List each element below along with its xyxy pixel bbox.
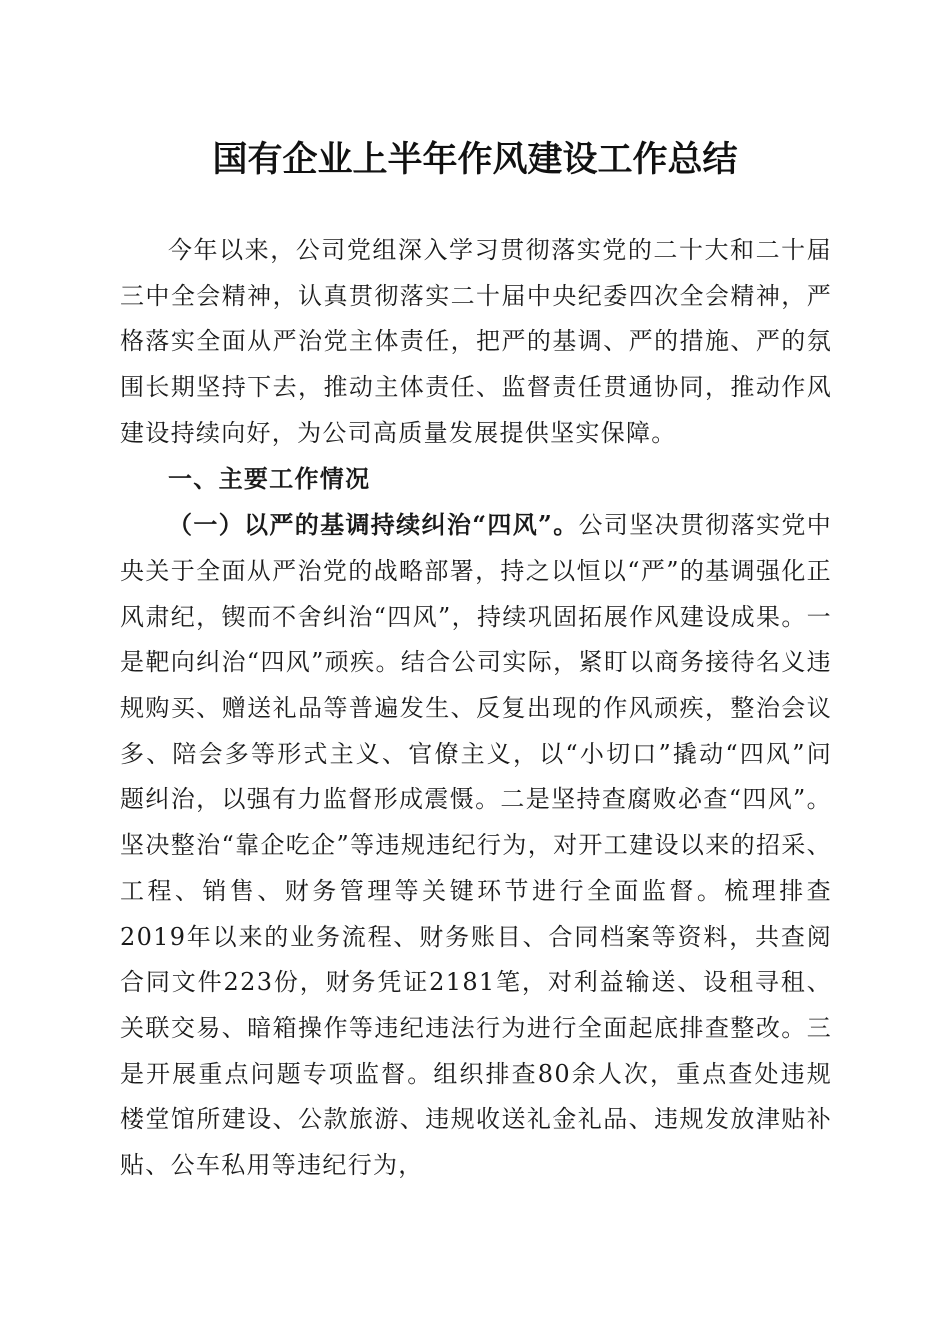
subsection-text: 公司坚决贯彻落实党中央关于全面从严治党的战略部署，持之以恒以“严”的基调强化正风肃纪，锲而不舍纠治“四风”，持续巩固拓展作风建设成果。一是靶向纠治“四风”顽疾。结合公司实际，紧盯以商务接待名义违规购买、赠送礼品等普遍发生、反复出现的作风顽疾，整治会议多、陪会多等形式主义、官僚主义，以“小切口”撬动“四风”问题纠治，以强有力监督形成震慑。二是坚持查腐败必查“四风”。坚决整治“靠企吃企”等违规违纪行为，对开工建设以来的招采、工程、销售、财务管理等关键环节进行全面监督。梳理排查2019年以来的业务流程、财务账目、合同档案等资料，共查阅合同文件223份，财务凭证2181笔，对利益输送、设租寻租、关联交易、暗箱操作等违纪违法行为进行全面起底排查整改。三是开展重点问题专项监督。组织排查80余人次，重点查处违规楼堂馆所建设、公款旅游、违规收送礼金礼品、违规发放津贴补贴、公车私用等违纪行为，	[120, 511, 832, 1180]
document-title: 国有企业上半年作风建设工作总结	[212, 139, 738, 180]
document-body	[120, 228, 832, 1189]
subsection-paragraph	[120, 502, 832, 1189]
intro-paragraph: 今年以来，公司党组深入学习贯彻落实党的二十大和二十届三中全会精神，认真贯彻落实二十届中央纪委四次全会精神，严格落实全面从严治党主体责任，把严的基调、严的措施、严的氛围长期坚持下去，推动主体责任、监督责任贯通协同，推动作风建设持续向好，为公司高质量发展提供坚实保障。	[120, 236, 832, 447]
section-heading: 一、主要工作情况	[168, 464, 371, 493]
subsection-heading: （一）以严的基调持续纠治“四风”。	[168, 510, 579, 540]
